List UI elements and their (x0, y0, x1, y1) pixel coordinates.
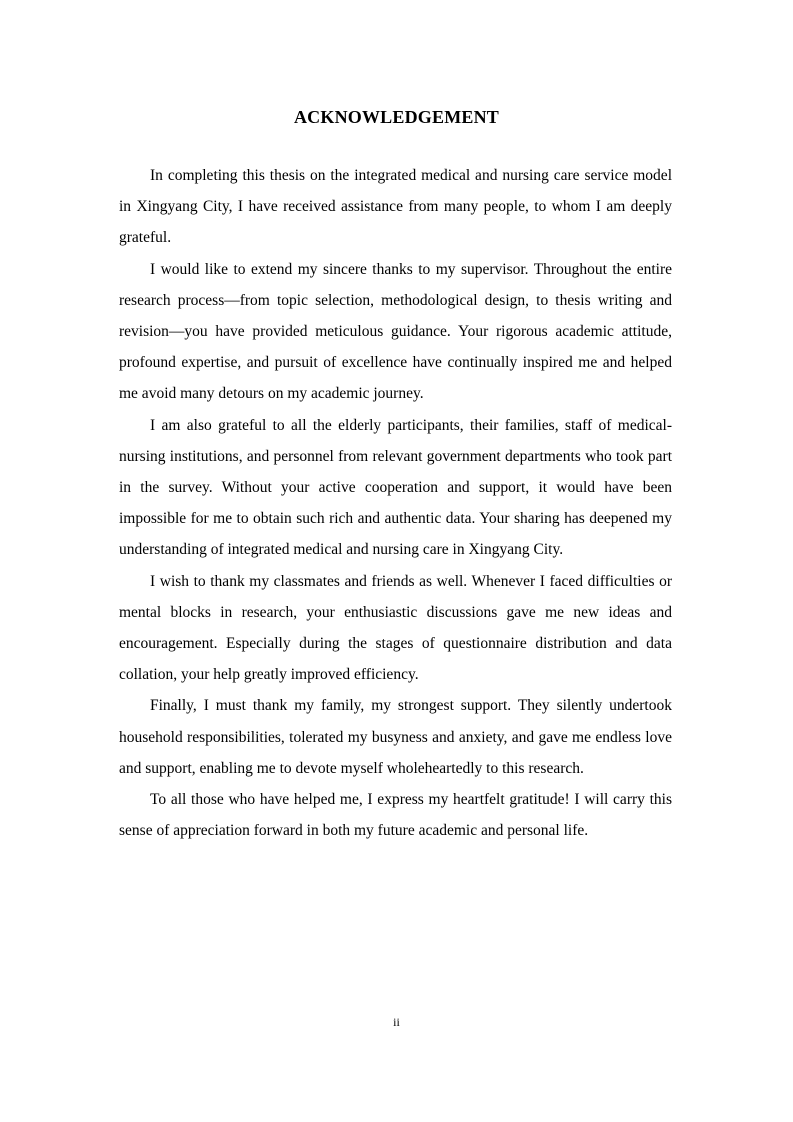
paragraph-1: In completing this thesis on the integrated medical and nursing care service model in Xingyang City, I have received assistance from many people, to whom I am deeply grateful. (119, 167, 672, 247)
paragraph-5: Finally, I must thank my family, my strongest support. They silently undertook household responsibilities, tolerated my busyness and anxiety, and gave me endless love and support, enabling me to devote myself wholeheartedly to this research. (119, 697, 672, 777)
page-title: ACKNOWLEDGEMENT (293, 107, 500, 127)
paragraph-4: I wish to thank my classmates and friends as well. Whenever I faced difficulties or mental blocks in research, your enthusiastic discussions gave me new ideas and encouragement. Especially during the stages of questionnaire distribution and data collation, your help greatly improved efficiency. (119, 572, 672, 684)
paragraph-3: I am also grateful to all the elderly participants, their families, staff of medical-nursing institutions, and personnel from relevant government departments who took part in the survey. Without your active cooperation and support, it would have been impossible for me to obtain such rich and authentic data. Your sharing has deepened my understanding of integrated medical and nursing care in Xingyang City. (119, 416, 672, 559)
paragraph-6: To all those who have helped me, I express my heartfelt gratitude! I will carry this sense of appreciation forward in both my future academic and personal life. (119, 791, 672, 840)
acknowledgement-body (119, 160, 672, 846)
paragraph-2: I would like to extend my sincere thanks to my supervisor. Throughout the entire research process—from topic selection, methodological design, to thesis writing and revision—you have provided meticulous guidance. Your rigorous academic attitude, profound expertise, and pursuit of excellence have continually inspired me and helped me avoid many detours on my academic journey. (119, 260, 672, 403)
page-number: ii (393, 1015, 400, 1029)
